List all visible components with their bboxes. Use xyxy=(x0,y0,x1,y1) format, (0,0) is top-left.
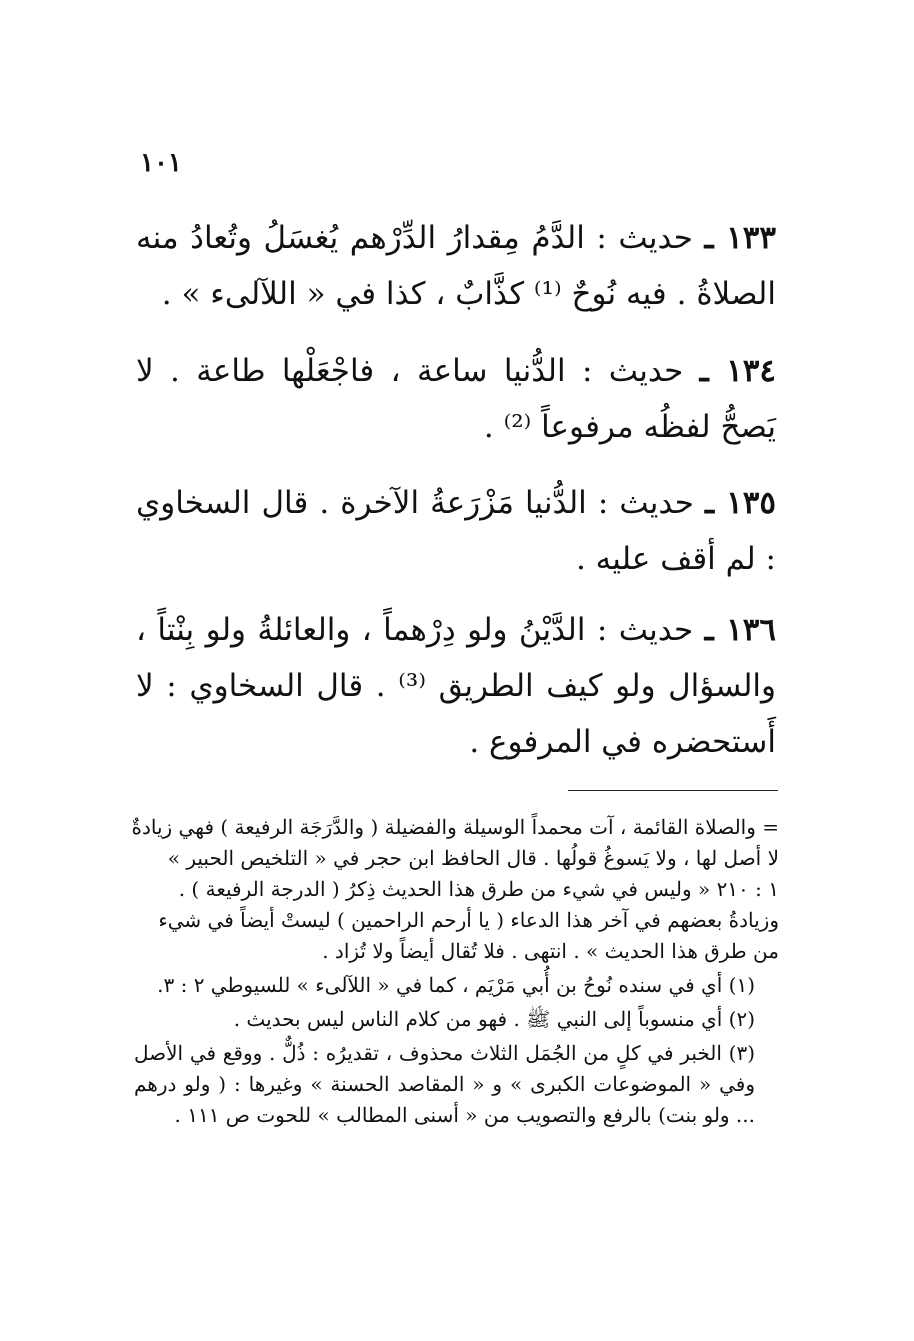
page-number: ١٠١ xyxy=(140,148,182,178)
entry-text: حديث : الدُّنيا ساعة ، فاجْعَلْها طاعة . لا يَصحُّ لفظُه مرفوعاً ⁽²⁾ . xyxy=(136,353,776,445)
hadith-entry-136 xyxy=(136,602,776,770)
entry-number: ١٣٥ ـ xyxy=(704,485,777,521)
footnote-line: = والصلاة القائمة ، آت محمداً الوسيلة والفضيلة ( والدَّرَجَة الرفيعة ) فهي زيادةٌ xyxy=(131,815,779,839)
entry-text: حديث : الدَّمُ مِقدارُ الدِّرْهم يُغسَلُ وتُعادُ منه الصلاةُ . فيه نُوحٌ ⁽¹⁾ كذَّابٌ ، كذا في « اللآلىء » . xyxy=(136,220,776,312)
footnote-1: (١) أي في سنده نُوحُ بن أُبي مَرْيَم ، كما في « اللآلىء » للسيوطي ٢ : ٣. xyxy=(157,973,755,997)
hadith-entry-133 xyxy=(136,210,776,322)
footnote-divider xyxy=(568,790,778,791)
hadith-entry-135 xyxy=(136,475,776,587)
entry-text: حديث : الدَّيْنُ ولو دِرْهماً ، والعائلةُ ولو بِنْتاً ، والسؤال ولو كيف الطريق ⁽³⁾ . قال السخاوي : لا أَستحضره في المرفوع . xyxy=(136,612,776,760)
entry-number: ١٣٣ ـ xyxy=(704,220,777,256)
footnote-line: لا أصل لها ، ولا يَسوغُ قولُها . قال الحافظ ابن حجر في « التلخيص الحبير » xyxy=(167,846,779,870)
footnotes-section xyxy=(131,812,779,1134)
entry-number: ١٣٤ ـ xyxy=(699,353,777,389)
footnote-line: وزيادةُ بعضهم في آخر هذا الدعاء ( يا أرحم الراحمين ) ليستْ أيضاً في شيء xyxy=(158,908,779,932)
footnote-line: ١ : ٢١٠ « وليس في شيء من طرق هذا الحديث ذِكرُ ( الدرجة الرفيعة ) . xyxy=(178,877,779,901)
footnote-line: من طرق هذا الحديث » . انتهى . فلا تُقال أيضاً ولا تُزاد . xyxy=(322,939,779,963)
entry-text: حديث : الدُّنيا مَزْرَعةُ الآخرة . قال السخاوي : لم أقف عليه . xyxy=(136,485,776,577)
footnote-continuation xyxy=(131,812,779,967)
footnote-3: (٣) الخبر في كلٍ من الجُمَل الثلاث محذوف ، تقديرُه : ذُلٌّ . ووقع في الأصل وفي « الموضوعات الكبرى » و « المقاصد الحسنة » وغيرها : ( ولو درهم ... ولو بنت) بالرفع والتصويب من « أسنى المطالب » للحوت ص ١١١ . xyxy=(134,1041,755,1127)
footnote-2: (٢) أي منسوباً إلى النبي ﷺ . فهو من كلام الناس ليس بحديث . xyxy=(233,1007,755,1031)
hadith-entry-134 xyxy=(136,343,776,455)
entry-number: ١٣٦ ـ xyxy=(704,612,777,648)
